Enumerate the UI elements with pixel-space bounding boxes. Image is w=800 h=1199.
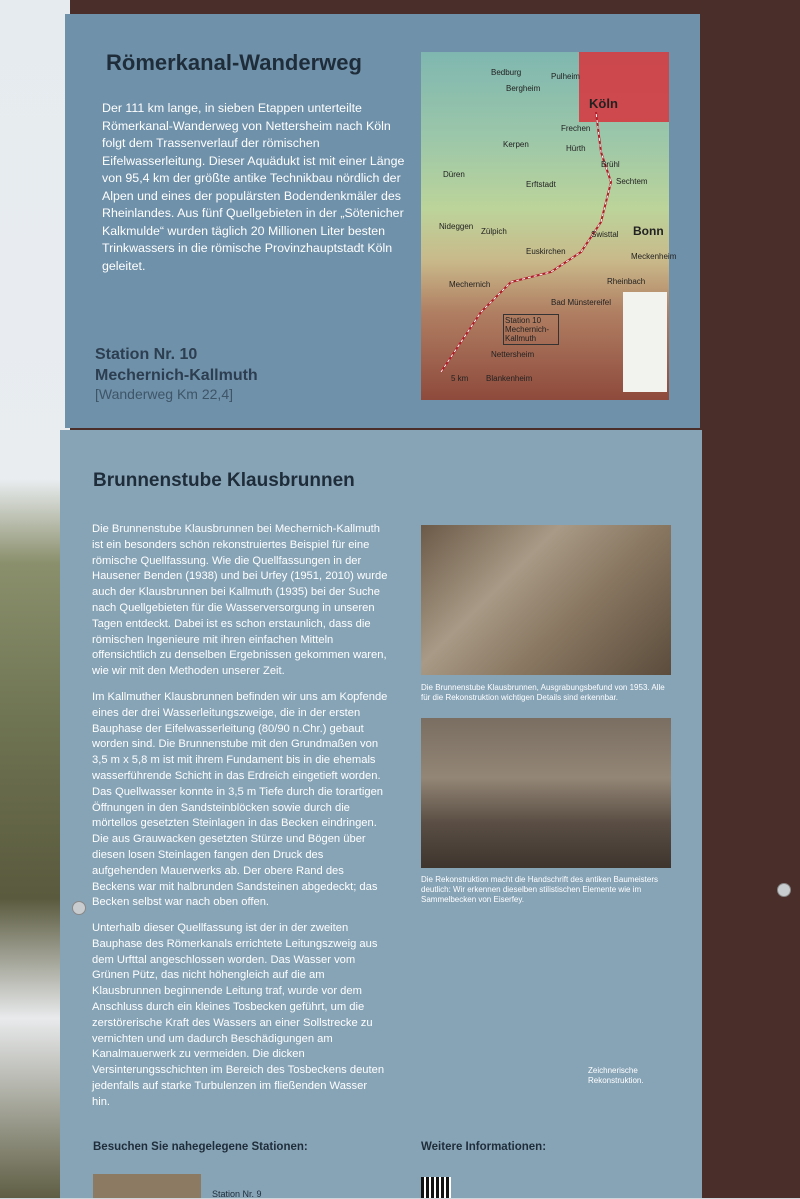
nearby-station-label: Station Nr. 9 [212, 1189, 262, 1199]
map-label: Swisttal [591, 230, 619, 239]
photo-caption: Die Rekonstruktion macht die Handschrift des antiken Baumeisters deutlich: Wir erkennen dieselben stilistischen Elemente wie im Sammelbecken von Eiserfey. [421, 875, 658, 904]
map-label: Brühl [601, 160, 620, 169]
reconstruction-photo [421, 718, 671, 868]
station-number: Station Nr. 10 [95, 346, 198, 363]
route-map [421, 52, 677, 400]
excavation-photo [421, 525, 671, 675]
map-label: Bedburg [491, 68, 522, 77]
km-marker: [Wanderweg Km 22,4] [95, 386, 233, 402]
photo-caption: Die Brunnenstube Klausbrunnen, Ausgrabungsbefund von 1953. Alle für die Rekonstruktion wichtigen Details sind erkennbar. [421, 683, 665, 702]
map-label-koeln: Köln [589, 96, 618, 111]
qr-code [421, 1177, 451, 1198]
map-label: Rheinbach [607, 277, 646, 286]
map-label: Sechtem [616, 177, 648, 186]
map-label: Frechen [561, 124, 591, 133]
paragraph: Im Kallmuther Klausbrunnen befinden wir uns am Kopfende eines der drei Wasserleitungszweige, die in der ersten Bauphase der Eifelwasserleitung (80/90 n.Chr.) gebaut worden sind. Die Brunnenstube mit den Grundmaßen von 3,5 m x 5,8 m ist mit ihrem Fundament bis in die ehemals wasserführende Schicht in das Erdreich eingetieft worden. Das Quellwasser konnte in 3,5 m Tiefe durch die torartigen Öffnungen in den Sandsteinblöcken sowie durch die mörtellos gesetzten Steinlagen in das Becken eindringen. Die aus Grauwacken gesetzten Stürze und Bögen über diesen losen Steinlagen fangen den Druck des aufgehenden Mauerwerks ab. Der obere Rand des Beckens war mit halbrunden Sandsteinen abgedeckt; das Becken selbst war nach oben offen. [92, 691, 388, 909]
paragraph: Die Brunnenstube Klausbrunnen bei Mechernich-Kallmuth ist ein besonders schön rekonstruiertes Beispiel für eine römische Quellfassung. Wie die Quellfassungen in der Hausener Benden (1938) und bei Urfey (1951, 2010) wurde auch der Klausbrunnen bei Kallmuth (1935) bei der Suche nach Quellgebieten für die Wasserversorgung in unseren Tagen entdeckt. Dabei ist es schon erstaunlich, dass die römischen Ingenieure mit ihren einfachen Mitteln offensichtlich zu denselben Ergebnissen gekommen waren, wie wir mit den Methoden unserer Zeit. [92, 523, 388, 678]
nearby-heading: Besuchen Sie nahegelegene Stationen: [93, 1141, 308, 1153]
map-label: Bergheim [506, 84, 541, 93]
more-info-heading: Weitere Informationen: [421, 1141, 547, 1153]
section-title: Brunnenstube Klausbrunnen [93, 470, 355, 491]
map-label: Meckenheim [631, 252, 677, 261]
map-legend [623, 292, 667, 392]
nearby-station-thumbnail [93, 1174, 201, 1198]
map-label: Kerpen [503, 140, 529, 149]
map-label: Blankenheim [486, 374, 533, 383]
page-title: Römerkanal-Wanderweg [106, 50, 362, 75]
map-label: Pulheim [551, 72, 580, 81]
intro-text: Der 111 km lange, in sieben Etappen unterteilte Römerkanal-Wanderweg von Nettersheim nach Köln folgt dem Trassenverlauf der römischen Eifelwasserleitung. Dieser Aquädukt ist mit einer Länge von 95,4 km der größte antike Technikbau nördlich der Alpen und eines der populärsten Bodendenkmäler des Rheinlandes. Aus fünf Quellgebieten in der „Sötenicher Kalkmulde“ wurden täglich 20 Millionen Liter besten Trinkwassers in die römische Provinzhauptstadt Köln geleitet. [102, 101, 405, 273]
map-scale: 5 km [451, 374, 469, 383]
map-label: Euskirchen [526, 247, 566, 256]
station-info [95, 344, 258, 386]
screw-icon [72, 901, 86, 915]
map-label: Erftstadt [526, 180, 556, 189]
map-label: Nettersheim [491, 350, 535, 359]
map-label: Mechernich [449, 280, 491, 289]
paragraph: Unterhalb dieser Quellfassung ist der in der zweiten Bauphase des Römerkanals errichtete Leitungszweig aus dem Urfttal angeschlossen worden. Das Wasser vom Grünen Pütz, das nicht höhengleich auf die am Klausbrunnen beginnende Leitung traf, wurde vor dem Anschluss durch ein kleines Tosbecken geführt, um die zerstörerische Kraft des Wassers an einer Sollstrecke zu vernichten und um dadurch Beschädigungen am Kanalmauerwerk zu vermeiden. Die dicken Versinterungsschichten im Bereich des Tosbeckens deuten jedenfalls auf starke Turbulenzen im fließenden Wasser hin. [92, 922, 385, 1108]
map-label: Bad Münstereifel [551, 298, 612, 307]
screw-icon [777, 883, 791, 897]
map-label: Zülpich [481, 227, 507, 236]
photo-caption: Zeichnerische Rekonstruktion. [588, 1066, 644, 1085]
map-label-bonn: Bonn [633, 224, 664, 238]
map-label: Düren [443, 170, 465, 179]
map-label: Nideggen [439, 222, 474, 231]
map-label: Hürth [566, 144, 586, 153]
map-station-box: Station 10 Mechernich-Kallmuth [503, 314, 559, 345]
station-name: Mechernich-Kallmuth [95, 367, 258, 384]
